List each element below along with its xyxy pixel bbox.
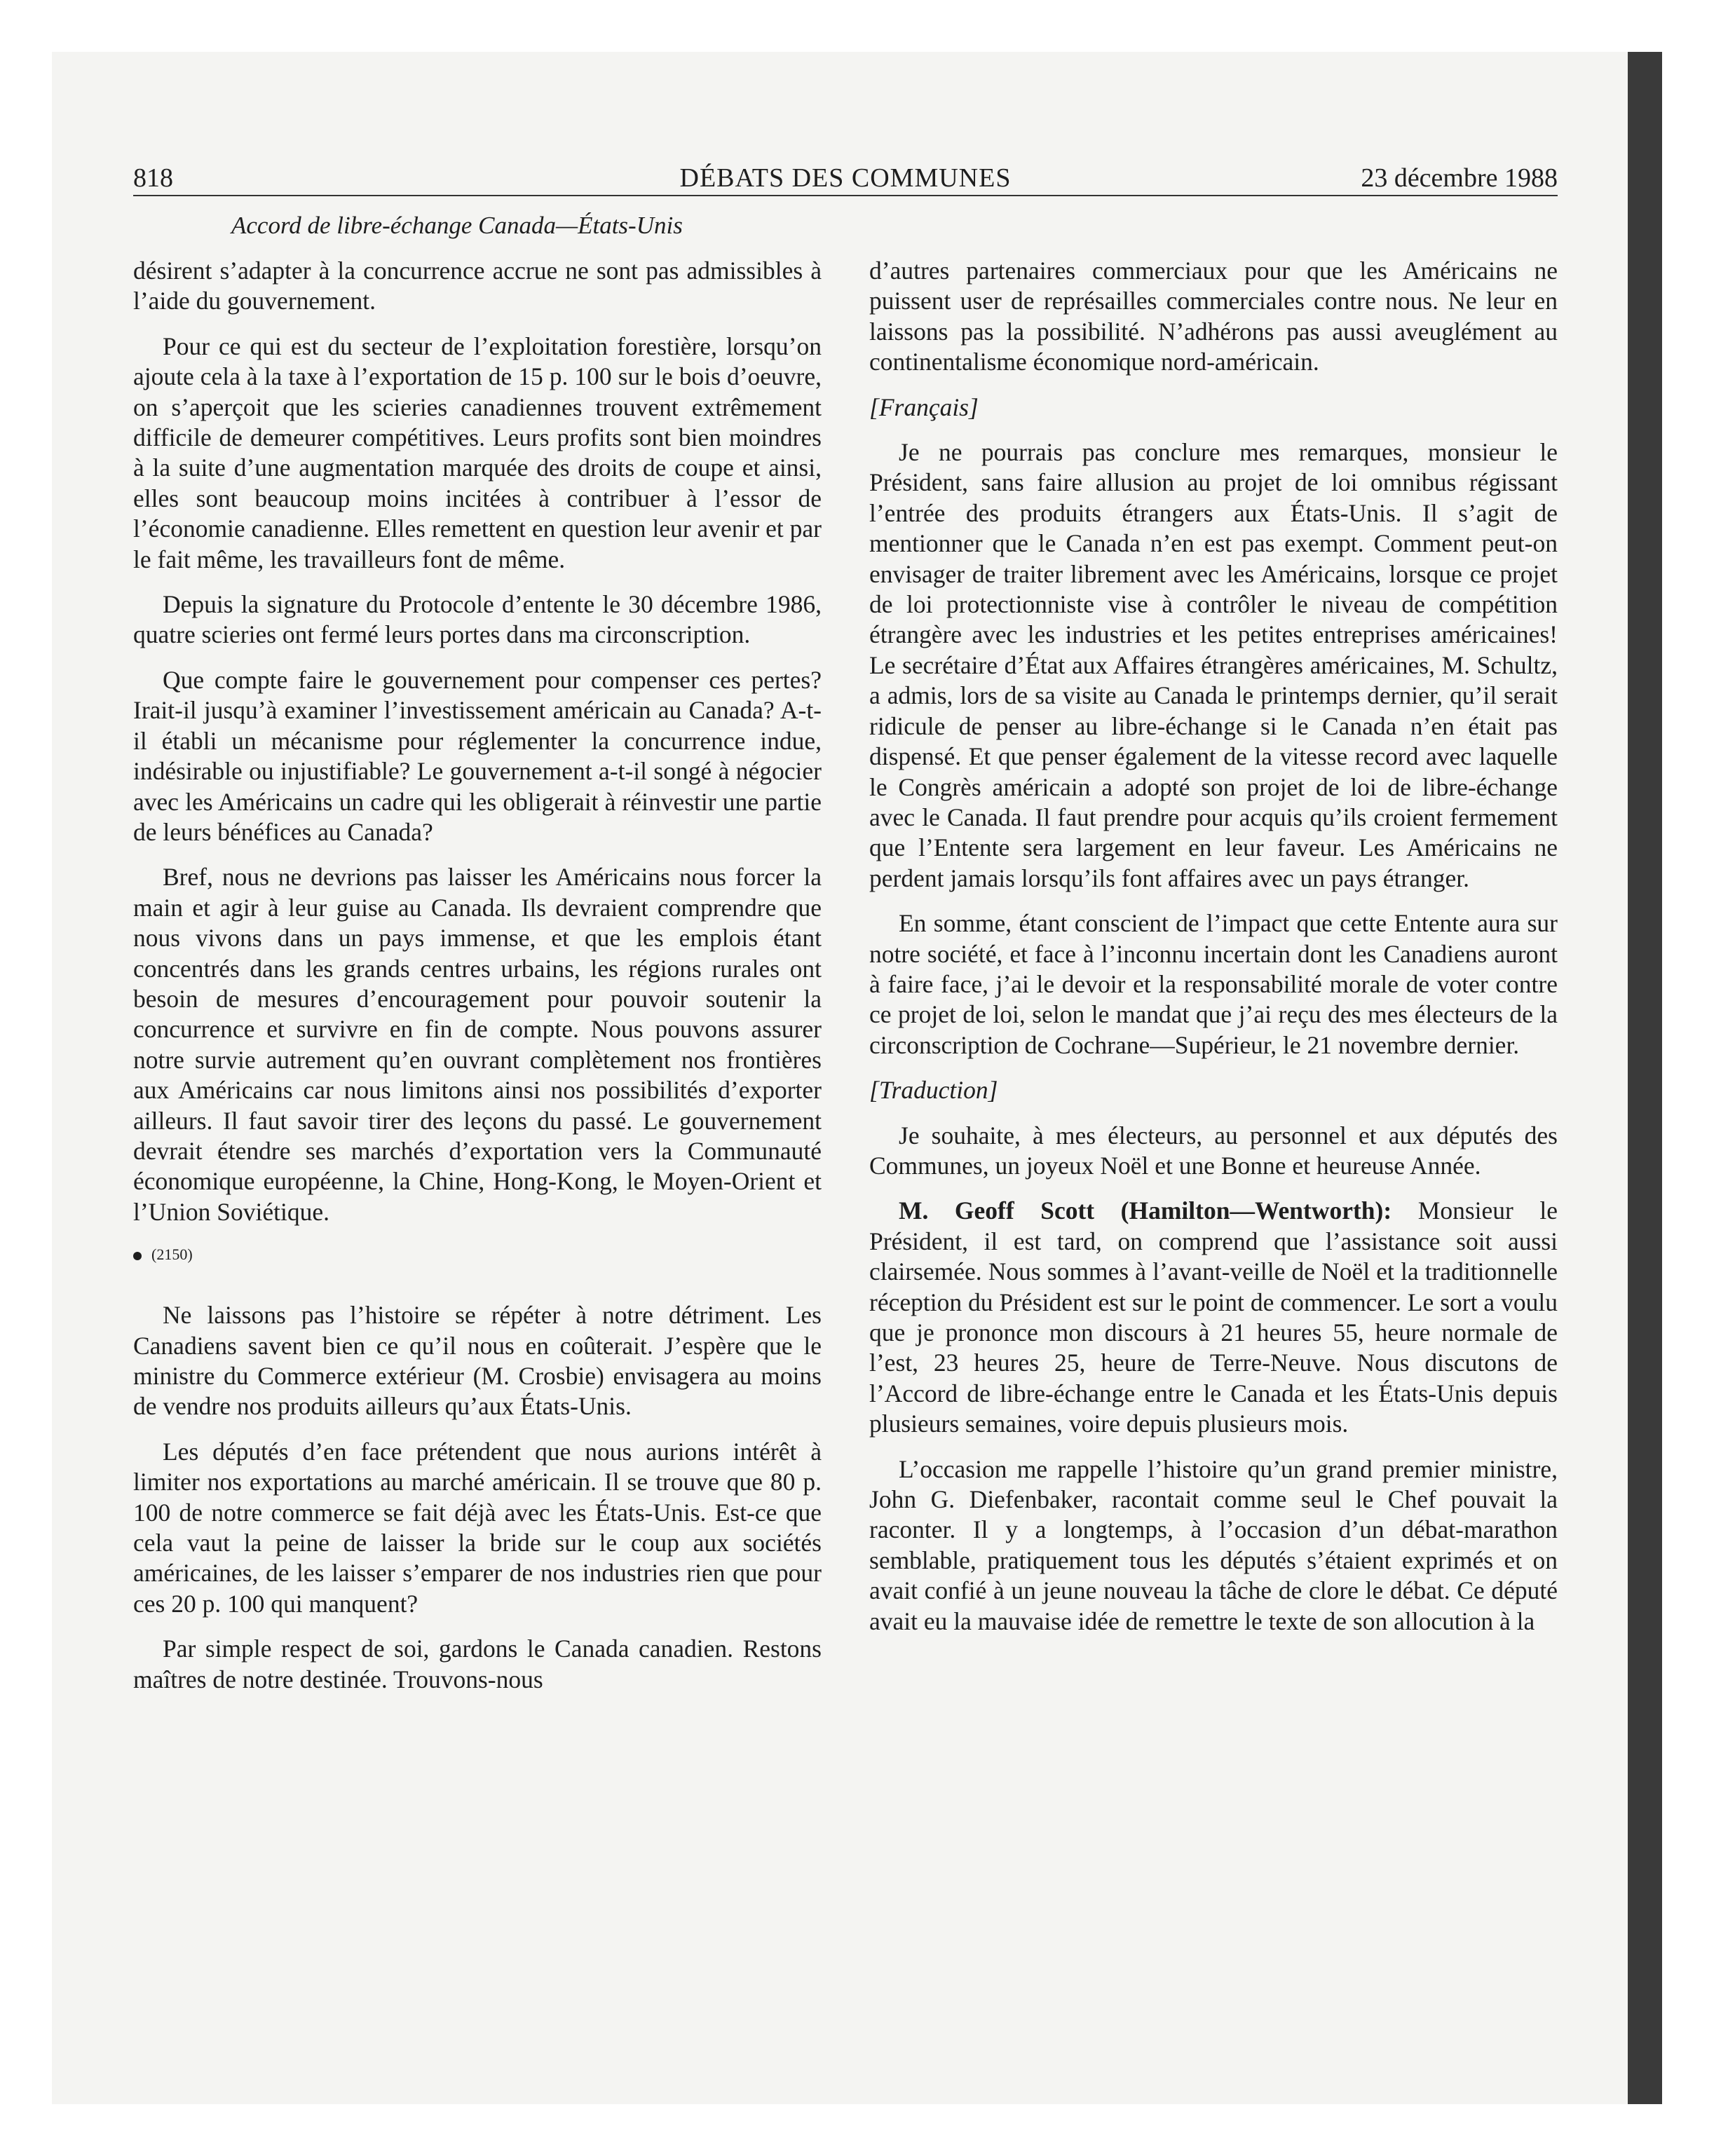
- right-column: [869, 256, 1558, 2078]
- paragraph: Ne laissons pas l’histoire se répéter à notre détriment. Les Canadiens savent bien ce qu’il nous en coûterait. J’espère que le ministre du Commerce extérieur (M. Crosbie) envisagera au moins de vendre nos produits ailleurs qu’aux États-Unis.: [133, 1301, 822, 1421]
- paragraph: désirent s’adapter à la concurrence accrue ne sont pas admissibles à l’aide du gouvernement.: [133, 257, 822, 315]
- paragraph: Je souhaite, à mes électeurs, au personnel et aux députés des Communes, un joyeux Noël et une Bonne et heureuse Année.: [869, 1121, 1558, 1180]
- paragraph: Depuis la signature du Protocole d’entente le 30 décembre 1986, quatre scieries ont fermé leurs portes dans ma circonscription.: [133, 590, 822, 649]
- paragraph: Que compte faire le gouvernement pour compenser ces pertes? Irait-il jusqu’à examiner l’investissement américain au Canada? A-t-il établi un mécanisme pour réglementer la concurrence indue, indésirable ou injustifiable? Le gouvernement a-t-il songé à négocier avec les Américains un cadre qui les obligerait à réinvestir une partie de leurs bénéfices au Canada?: [133, 665, 822, 846]
- paragraph: L’occasion me rappelle l’histoire qu’un grand premier ministre, John G. Diefenbaker, racontait comme seul le Chef pouvait la raconter. Il y a longtemps, à l’occasion d’un débat-marathon semblable, pratiquement tous les députés s’étaient exprimés et on avait confié à un jeune nouveau la tâche de clore le débat. Ce député avait eu la mauvaise idée de remettre le texte de son allocution à la: [869, 1454, 1558, 1635]
- speech-text: Monsieur le Président, il est tard, on comprend que l’assistance soit aussi clairsemée. Nous sommes à l’avant-veille de Noël et la traditionnelle réception du Président est sur le point de commencer. Le sort a voulu que je prononce mon discours à 21 heures 55, heure normale de l’est, 23 heures 25, heure de Terre-Neuve. Nous discutons de l’Accord de libre-échange entre le Canada et les États-Unis depuis plusieurs semaines, voire depuis plusieurs mois.: [869, 1196, 1558, 1438]
- page-edge-shadow: [1628, 52, 1662, 2104]
- paragraph: Les députés d’en face prétendent que nous aurions intérêt à limiter nos exportations au marché américain. Il se trouve que 80 p. 100 de notre commerce se fait déjà avec les États-Unis. Est-ce que cela vaut la peine de laisser la bride sur le coup aux sociétés américaines, de les laisser s’emparer de nos industries rien que pour ces 20 p. 100 qui manquent?: [133, 1437, 822, 1618]
- running-header: [133, 161, 1558, 196]
- paragraph: En somme, étant conscient de l’impact que cette Entente aura sur notre société, et face à l’inconnu incertain dont les Canadiens auront à faire face, j’ai le devoir et la responsabilité morale de voter contre ce projet de loi, selon le mandat que j’ai reçu des mes électeurs de la circonscription de Cochrane—Supérieur, le 21 novembre dernier.: [869, 909, 1558, 1059]
- paragraph: Par simple respect de soi, gardons le Canada canadien. Restons maîtres de notre destinée. Trouvons-nous: [133, 1635, 822, 1693]
- speaker-name: M. Geoff Scott (Hamilton—Wentworth):: [899, 1196, 1392, 1225]
- paragraph: Bref, nous ne devrions pas laisser les Américains nous forcer la main et agir à leur guise au Canada. Ils devraient comprendre que nous vivons dans un pays immense, et que les emplois étant concentrés dans les grands centres urbains, les régions rurales ont besoin de mesures d’encouragement pour pouvoir soutenir la concurrence et survivre en fin de compte. Nous pouvons assurer notre survie autrement qu’en ouvrant complètement nos frontières aux Américains car nous limitons ainsi nos possibilités d’exporter ailleurs. Il faut savoir tirer des leçons du passé. Le gouvernement devrait étendre ses marchés d’exportation vers la Communauté économique européenne, la Chine, Hong-Kong, le Moyen-Orient et l’Union Soviétique.: [133, 863, 822, 1226]
- language-tag: [Français]: [869, 393, 979, 421]
- publication-date: 23 décembre 1988: [1361, 163, 1558, 193]
- page-number: 818: [133, 163, 173, 193]
- debate-subject: Accord de libre-échange Canada—États-Unis: [231, 212, 683, 239]
- time-marker: [133, 1244, 822, 1265]
- publication-title: DÉBATS DES COMMUNES: [679, 163, 1012, 193]
- bullet-icon: [133, 1252, 142, 1260]
- paragraph: d’autres partenaires commerciaux pour que les Américains ne puissent user de représailles commerciales contre nous. Ne leur en laissons pas la possibilité. N’adhérons pas aussi aveuglément au continentalisme économique nord-américain.: [869, 257, 1558, 376]
- paragraph: Je ne pourrais pas conclure mes remarques, monsieur le Président, sans faire allusion au projet de loi omnibus régissant l’entrée des produits étrangers aux États-Unis. Il s’agit de mentionner que le Canada n’en est pas exempt. Comment peut-on envisager de traiter librement avec les Américains, lorsque ce projet de loi protectionniste vise à contrôler le niveau de compétition étrangère avec les industries et les petites entreprises américaines! Le secrétaire d’État aux Affaires étrangères américaines, M. Schultz, a admis, lors de sa visite au Canada le printemps dernier, qu’il serait ridicule de penser au libre-échange si le Canada n’en était pas dispensé. Et que penser également de la vitesse record avec laquelle le Congrès américain a adopté son projet de loi de libre-échange avec le Canada. Il faut prendre pour acquis qu’ils croient fermement que l’Entente sera largement en leur faveur. Les Américains ne perdent jamais lorsqu’ils font affaires avec un pays étranger.: [869, 438, 1558, 892]
- time-stamp: (2150): [151, 1246, 193, 1264]
- language-tag: [Traduction]: [869, 1076, 998, 1105]
- speech-paragraph: [869, 1196, 1558, 1439]
- paragraph: Pour ce qui est du secteur de l’exploitation forestière, lorsqu’on ajoute cela à la taxe à l’exportation de 15 p. 100 sur le bois d’oeuvre, on s’aperçoit que les scieries canadiennes trouvent extrêmement difficile de demeurer compétitives. Leurs profits sont bien moindres à la suite d’une augmentation marquée des droits de coupe et ainsi, elles sont beaucoup moins incitées à contribuer à l’essor de l’économie canadienne. Elles remettent en question leur avenir et par le fait même, les travailleurs font de même.: [133, 332, 822, 573]
- left-column: [133, 256, 822, 2078]
